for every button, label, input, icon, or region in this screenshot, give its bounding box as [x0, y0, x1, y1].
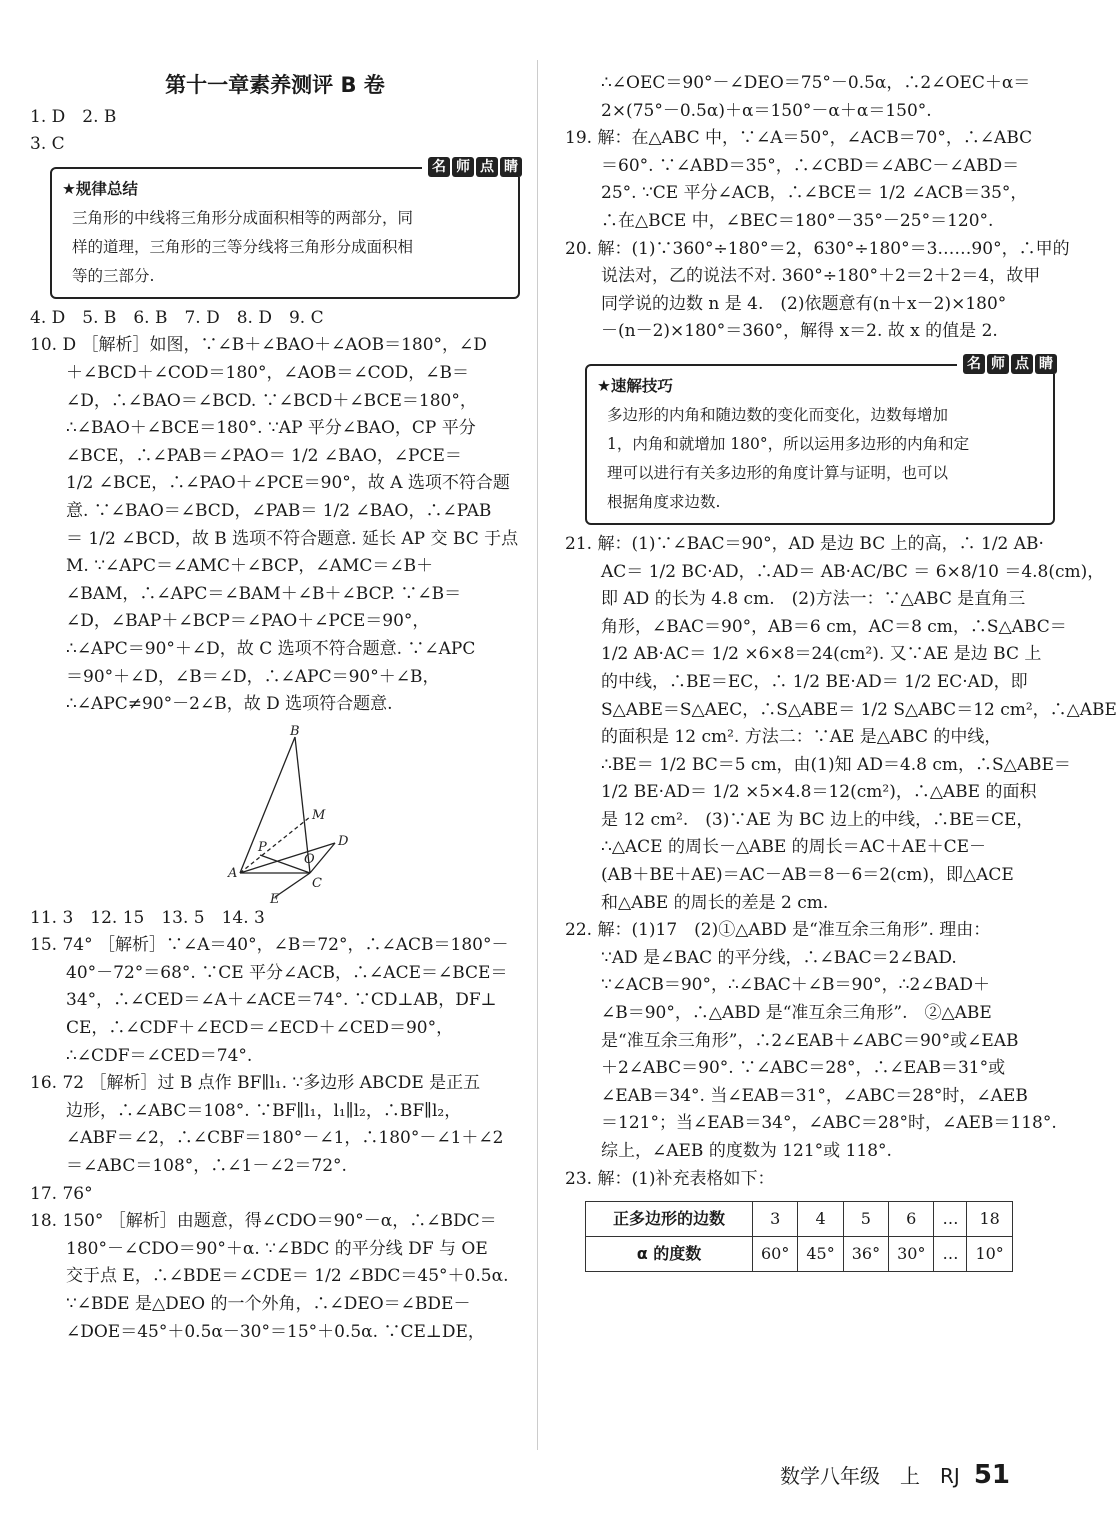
- answer-line: 说法对，乙的说法不对. 360°÷180°＋2＝2＋2＝4，故甲: [601, 266, 1041, 287]
- answer-line: 15. 74° ［解析］∵∠A＝40°，∠B＝72°，∴∠ACB＝180°－: [30, 935, 509, 956]
- answer-line: ＝ 1/2 ∠BCD，故 B 选项不符合题意. 延长 AP 交 BC 于点: [66, 528, 519, 549]
- answer-line: ∴在△BCE 中，∠BEC＝180°－35°－25°＝120°.: [601, 210, 994, 231]
- left-column: [30, 0, 520, 1346]
- answer-line: 20. 解：(1)∵360°÷180°＝2，630°÷180°＝3……90°，∴甲的: [565, 238, 1070, 259]
- answer-line: ∴∠APC≠90°－2∠B，故 D 选项符合题意.: [66, 694, 393, 715]
- table-header-cell: 正多边形的边数: [586, 1202, 753, 1237]
- tip-box-quick-solve: [585, 355, 1055, 525]
- answer-line: ∵∠ACB＝90°，∴∠BAC＋∠B＝90°，∴2∠BAD＋: [601, 975, 990, 996]
- table-cell: 30°: [889, 1237, 934, 1272]
- answer-line: 是 12 cm². (3)∵AE 为 BC 边上的中线，∴BE＝CE，: [601, 809, 1034, 830]
- answer-line: ∠DOE＝45°＋0.5α－30°＝15°＋0.5α. ∵CE⊥DE，: [66, 1321, 485, 1342]
- answer-line: ∠EAB＝34°. 当∠EAB＝31°，∠ABC＝28°时，∠AEB: [601, 1085, 1028, 1106]
- answer-line: ∠D，∴∠BAO＝∠BCD. ∵∠BCD＋∠BCE＝180°，: [66, 390, 477, 411]
- geometry-figure: [200, 725, 350, 905]
- answer-line: ∵∠BDE 是△DEO 的一个外角，∴∠DEO＝∠BDE－: [66, 1294, 471, 1314]
- answer-line: 16. 72 ［解析］过 B 点作 BF∥l₁. ∵多边形 ABCDE 是正五: [30, 1073, 481, 1094]
- answer-line: 4. D 5. B 6. B 7. D 8. D 9. C: [30, 307, 324, 328]
- answer-line: 意. ∵∠BAO＝∠BCD，∠PAB＝ 1/2 ∠BAO，∴∠PAB: [66, 500, 492, 521]
- tip-badge: 名 师 点 睛: [957, 354, 1057, 374]
- answer-line: 34°，∴∠CED＝∠A＋∠ACE＝74°. ∵CD⊥AB，DF⊥: [66, 990, 497, 1011]
- answer-line: 22. 解：(1)17 (2)①△ABD 是“准互余三角形”. 理由：: [565, 920, 991, 941]
- answer-line: 40°－72°＝68°. ∵CE 平分∠ACB，∴∠ACE＝∠BCE＝: [66, 962, 508, 983]
- table-cell: 4: [798, 1202, 843, 1237]
- answer-line: 同学说的边数 n 是 4. (2)依题意有(n＋x－2)×180°: [601, 293, 1007, 314]
- answer-line: ＝60°. ∵∠ABD＝35°，∴∠CBD＝∠ABC－∠ABD＝: [601, 155, 1020, 176]
- table-cell: …: [934, 1237, 967, 1272]
- answer-line: 18. 150° ［解析］由题意，得∠CDO＝90°－α，∴∠BDC＝: [30, 1211, 497, 1232]
- answer-line: ＋∠BCD＋∠COD＝180°，∠AOB＝∠COD，∠B＝: [66, 362, 469, 383]
- table-cell: 18: [967, 1202, 1012, 1237]
- table-row: [586, 1202, 1013, 1237]
- answer-line: 1/2 AB·AC＝ 1/2 ×6×8＝24(cm²). 又∵AE 是边 BC 上: [601, 644, 1042, 665]
- answer-line: 25°. ∵CE 平分∠ACB，∴∠BCE＝ 1/2 ∠ACB＝35°，: [601, 183, 1028, 204]
- table-cell: 45°: [798, 1237, 843, 1272]
- tip-line: 等的三部分.: [72, 266, 155, 285]
- tip-line: 样的道理，三角形的三等分线将三角形分成面积相: [72, 237, 414, 256]
- answer-line: ∵AD 是∠BAC 的平分线，∴∠BAC＝2∠BAD.: [601, 947, 957, 968]
- answer-line: ∴∠CDF＝∠CED＝74°.: [66, 1045, 253, 1066]
- answer-line: 23. 解：(1)补充表格如下：: [565, 1168, 775, 1189]
- table-row: [586, 1237, 1013, 1272]
- tip-line: 多边形的内角和随边数的变化而变化，边数每增加: [607, 405, 949, 424]
- figure-label: C: [312, 875, 322, 891]
- answer-line: M. ∵∠APC＝∠AMC＋∠BCP，∠AMC＝∠B＋: [66, 556, 434, 577]
- table-cell: 3: [753, 1202, 798, 1237]
- answer-line: ∴∠BAO＋∠BCE＝180°. ∵AP 平分∠BAO，CP 平分: [66, 418, 476, 439]
- tip-heading: ★速解技巧: [597, 376, 673, 395]
- answer-line: ＋2∠ABC＝90°. ∵∠ABC＝28°，∴∠EAB＝31°或: [601, 1058, 1006, 1079]
- answer-line: 是“准互余三角形”，∴2∠EAB＋∠ABC＝90°或∠EAB: [601, 1030, 1019, 1051]
- figure-label: M: [312, 807, 326, 823]
- answer-line: CE，∴∠CDF＋∠ECD＝∠ECD＋∠CED＝90°，: [66, 1018, 454, 1039]
- answer-line: ＝∠ABC＝108°，∴∠1－∠2＝72°.: [66, 1156, 347, 1177]
- tip-badge: 名 师 点 睛: [422, 157, 522, 177]
- answer-line: AC＝ 1/2 BC·AD，∴AD＝ AB·AC/BC ＝ 6×8/10 ＝4.8(cm)，: [601, 561, 1105, 582]
- answer-line: ∠ABF＝∠2，∴∠CBF＝180°－∠1，∴180°－∠1＋∠2: [66, 1128, 504, 1149]
- answer-line: 19. 解：在△ABC 中，∵∠A＝50°，∠ACB＝70°，∴∠ABC: [565, 128, 1033, 149]
- answer-line: ∠BAM，∴∠APC＝∠BAM＋∠B＋∠BCP. ∵∠B＝: [66, 583, 462, 604]
- table-header-cell: α 的度数: [586, 1237, 753, 1272]
- answer-line: ＝90°＋∠D，∠B＝∠D，∴∠APC＝90°＋∠B，: [66, 666, 440, 687]
- tip-line: 根据角度求边数.: [607, 492, 721, 511]
- table-cell: …: [934, 1202, 967, 1237]
- table-cell: 5: [843, 1202, 888, 1237]
- answer-line: 角形，∠BAC＝90°，AB＝6 cm，AC＝8 cm，∴S△ABC＝: [601, 616, 1067, 637]
- figure-label: B: [290, 723, 300, 739]
- polygon-angle-table: [585, 1201, 1013, 1272]
- page-number: 51: [973, 1460, 1010, 1490]
- answer-line: ∠B＝90°，∴△ABD 是“准互余三角形”. ②△ABE: [601, 1003, 992, 1024]
- answer-line: 即 AD 的长为 4.8 cm. (2)方法一：∵△ABC 是直角三: [601, 589, 1026, 610]
- table-cell: 60°: [753, 1237, 798, 1272]
- tip-heading: ★规律总结: [62, 179, 138, 198]
- answer-line: 综上，∠AEB 的度数为 121°或 118°.: [601, 1141, 892, 1161]
- table-cell: 36°: [843, 1237, 888, 1272]
- table-cell: 6: [889, 1202, 934, 1237]
- answer-line: ∴BE＝ 1/2 BC＝5 cm，由(1)知 AD＝4.8 cm，∴S△ABE＝: [601, 754, 1071, 775]
- answer-line: ∠BCE，∴∠PAB＝∠PAO＝ 1/2 ∠BAO，∠PCE＝: [66, 445, 462, 466]
- column-divider: [537, 60, 538, 1450]
- answer-line: 的面积是 12 cm². 方法二：∵AE 是△ABC 的中线，: [601, 727, 1002, 748]
- tip-line: 三角形的中线将三角形分成面积相等的两部分，同: [72, 208, 414, 227]
- answer-line: 边形，∴∠ABC＝108°. ∵BF∥l₁，l₁∥l₂，∴BF∥l₂，: [66, 1100, 462, 1121]
- answer-line: (AB＋BE＋AE)＝AC－AB＝8－6＝2(cm)，即△ACE: [601, 865, 1014, 886]
- answer-line: 1/2 BE·AD＝ 1/2 ×5×4.8＝12(cm²)，∴△ABE 的面积: [601, 782, 1037, 803]
- tip-box-rule-summary: [50, 158, 520, 299]
- answer-line: 交于点 E，∴∠BDE＝∠CDE＝ 1/2 ∠BDC＝45°＋0.5α.: [66, 1266, 509, 1287]
- tip-line: 理可以进行有关多边形的角度计算与证明，也可以: [607, 463, 949, 482]
- answer-line: ∴△ACE 的周长－△ABE 的周长＝AC＋AE＋CE－: [601, 837, 987, 858]
- page-footer: [780, 1460, 1010, 1490]
- answer-line: 11. 3 12. 15 13. 5 14. 3: [30, 907, 265, 928]
- footer-subject: 数学八年级 上 RJ: [780, 1464, 960, 1488]
- right-column: [565, 0, 1117, 1272]
- answer-line: 和△ABE 的周长的差是 2 cm.: [601, 892, 829, 913]
- figure-label: A: [228, 865, 238, 881]
- answer-line: 的中线，∴BE＝EC，∴ 1/2 BE·AD＝ 1/2 EC·AD，即: [601, 671, 1028, 692]
- answer-line: 21. 解：(1)∵∠BAC＝90°，AD 是边 BC 上的高，∴ 1/2 AB·: [565, 533, 1044, 554]
- figure-label: O: [304, 851, 315, 867]
- answer-line: 10. D ［解析］如图，∵∠B＋∠BAO＋∠AOB＝180°，∠D: [30, 335, 487, 356]
- answer-line: －(n－2)×180°＝360°，解得 x＝2. 故 x 的值是 2.: [601, 321, 998, 342]
- tip-line: 1，内角和就增加 180°，所以运用多边形的内角和定: [607, 434, 970, 453]
- answer-line: S△ABE＝S△AEC，∴S△ABE＝ 1/2 S△ABC＝12 cm²，∴△ABE: [601, 699, 1117, 720]
- answer-line: ∠D，∠BAP＋∠BCP＝∠PAO＋∠PCE＝90°，: [66, 611, 430, 632]
- answer-line: 180°－∠CDO＝90°＋α. ∵∠BDC 的平分线 DF 与 OE: [66, 1238, 488, 1259]
- answer-line: ∴∠OEC＝90°－∠DEO＝75°－0.5α，∴2∠OEC＋α＝: [601, 73, 1031, 93]
- answer-line: ∴∠APC＝90°＋∠D，故 C 选项不符合题意. ∵∠APC: [66, 638, 476, 659]
- table-cell: 10°: [967, 1237, 1012, 1272]
- answer-line: 2×(75°－0.5α)＋α＝150°－α＋α＝150°.: [601, 100, 932, 121]
- answer-line: 1/2 ∠BCE，∴∠PAO＋∠PCE＝90°，故 A 选项不符合题: [66, 473, 510, 494]
- figure-label: P: [258, 839, 267, 855]
- answer-line: 17. 76°: [30, 1183, 93, 1204]
- page-title: 第十一章素养测评 B 卷: [165, 73, 385, 97]
- figure-label: E: [270, 891, 280, 907]
- answer-line: 1. D 2. B: [30, 106, 117, 127]
- figure-label: D: [338, 833, 349, 849]
- answer-line: 3. C: [30, 134, 65, 155]
- answer-line: ＝121°；当∠EAB＝34°，∠ABC＝28°时，∠AEB＝118°.: [601, 1113, 1057, 1134]
